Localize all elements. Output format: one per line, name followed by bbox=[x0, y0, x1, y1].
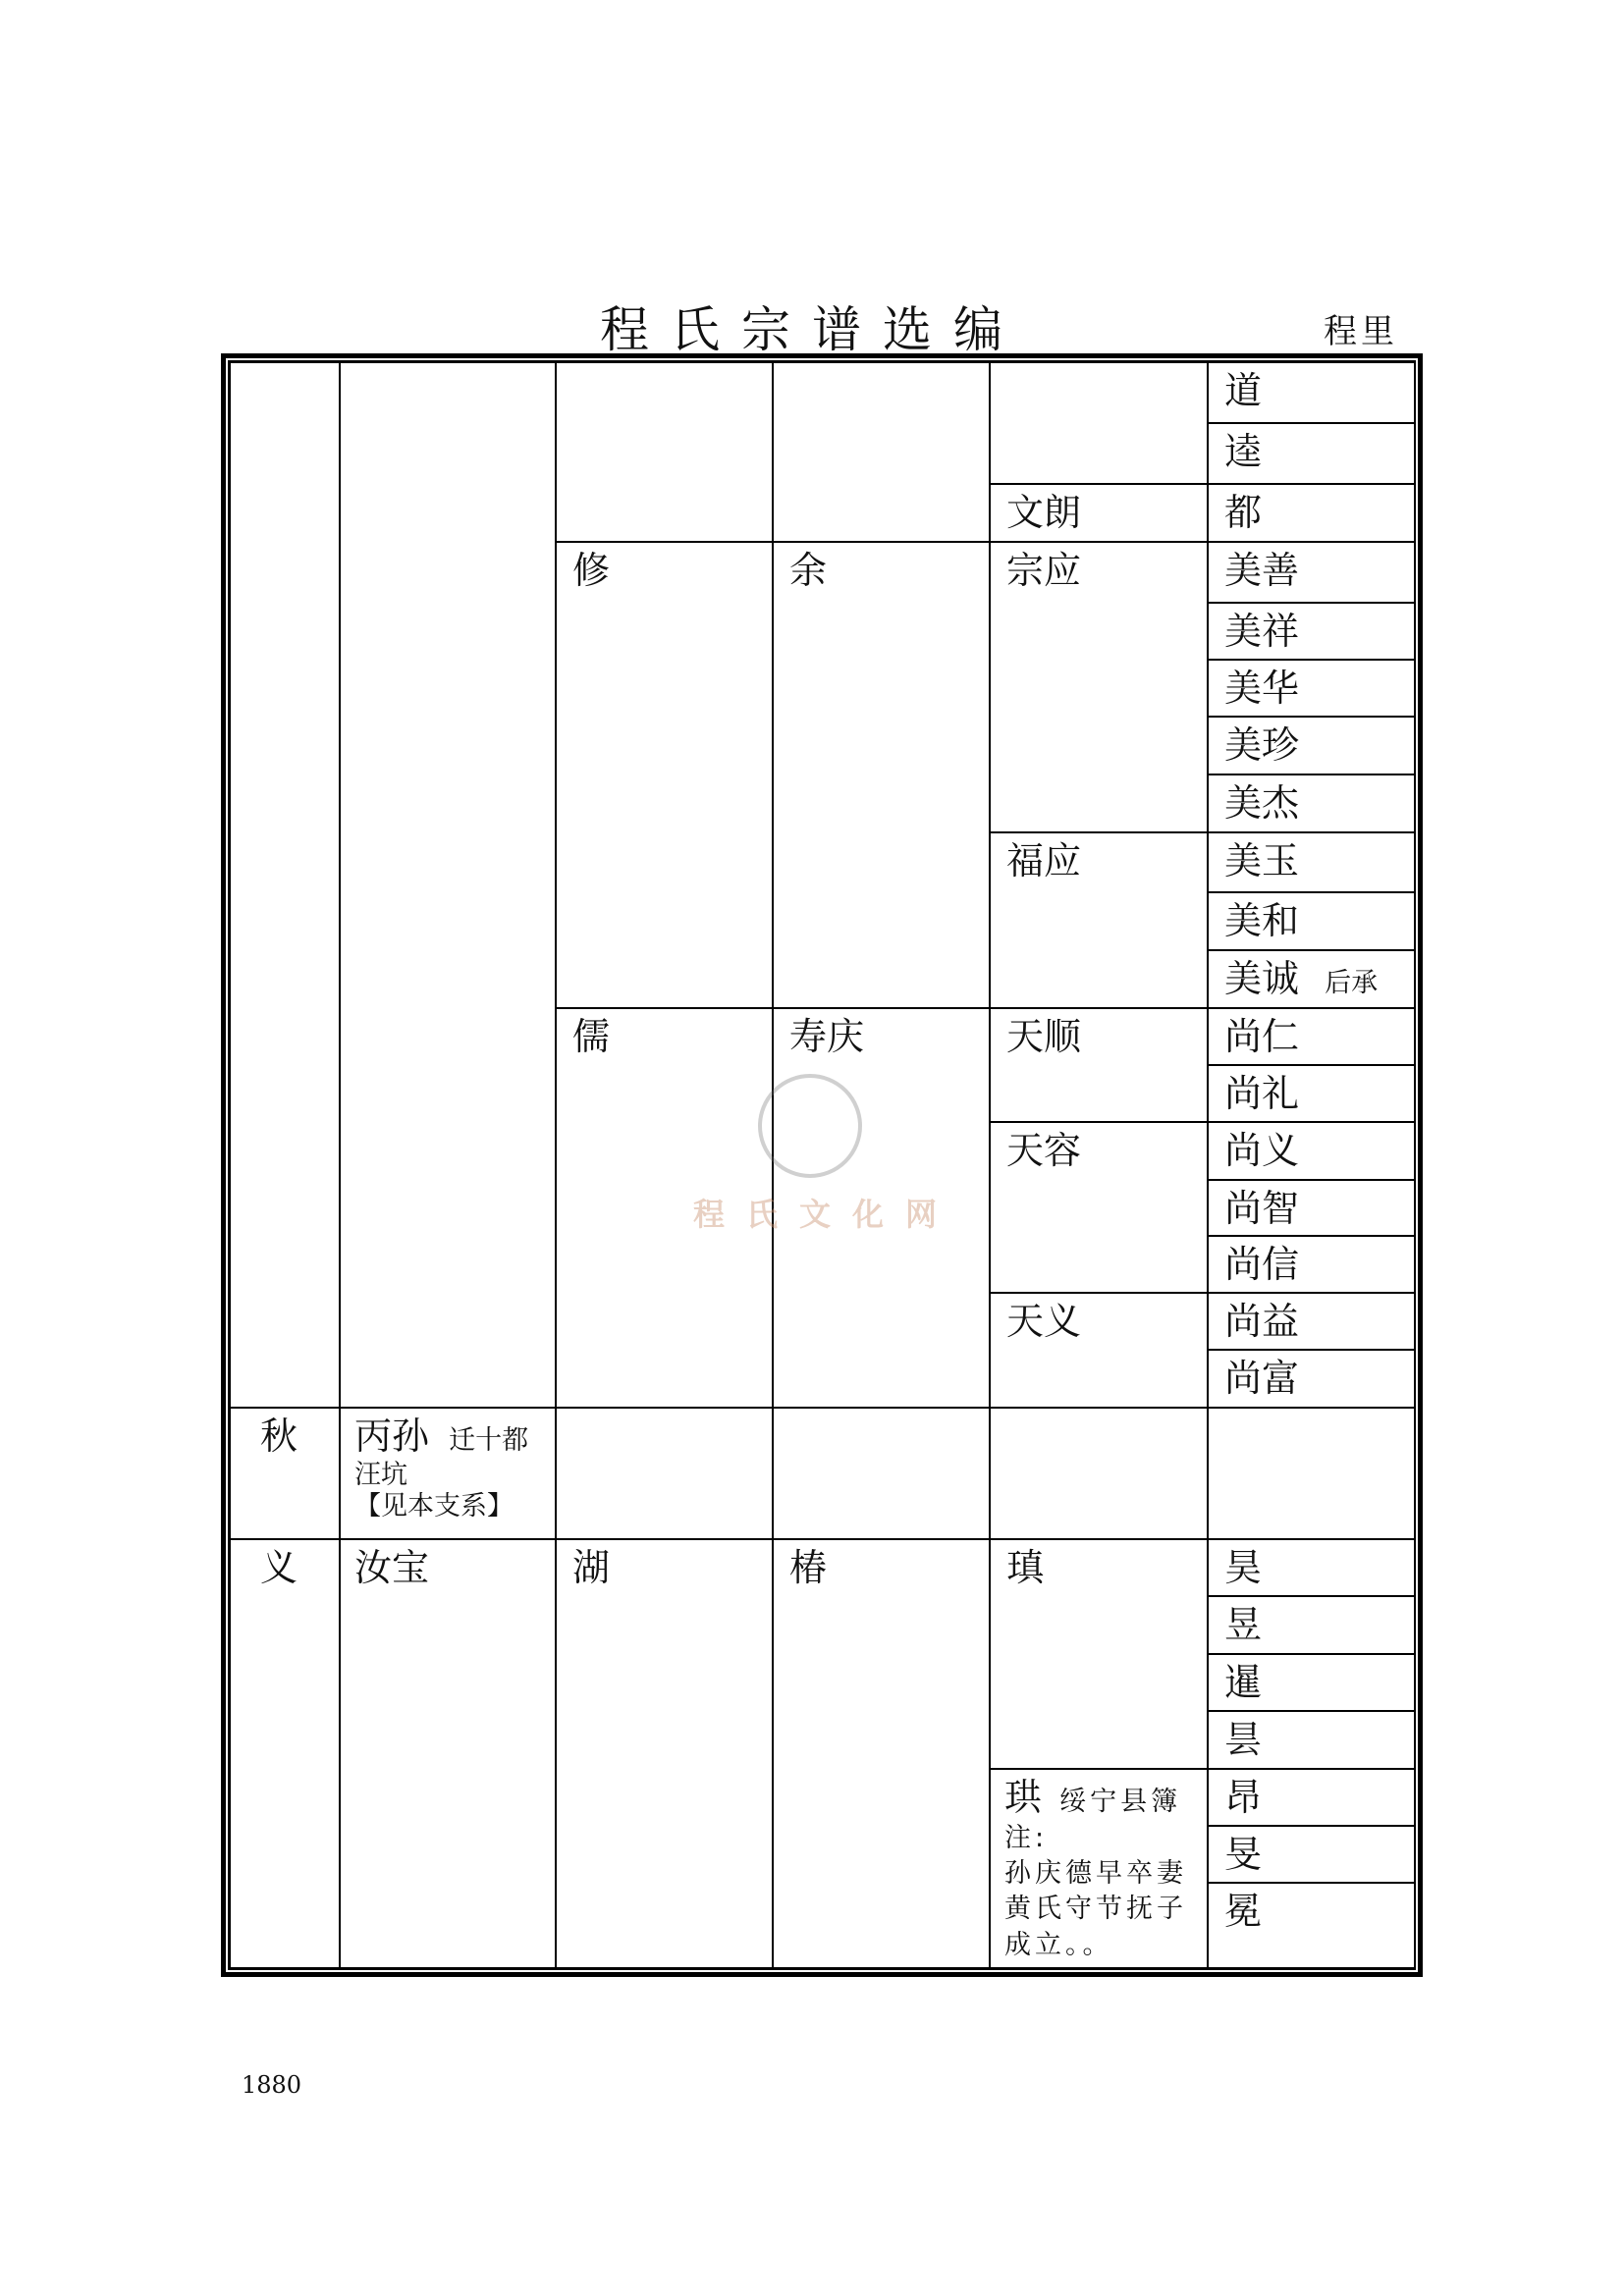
genealogy-name: 美诚 bbox=[1224, 957, 1300, 1000]
genealogy-cell: 昂 bbox=[1208, 1769, 1415, 1826]
genealogy-cell: 儒 bbox=[556, 1008, 773, 1408]
genealogy-cell: 尚富 bbox=[1208, 1350, 1415, 1408]
genealogy-cell: 椿 bbox=[773, 1539, 990, 1968]
genealogy-cell: 义 bbox=[230, 1539, 340, 1968]
watermark-text: 程氏文化网 bbox=[693, 1196, 959, 1233]
genealogy-cell: 尚义 bbox=[1208, 1122, 1415, 1180]
genealogy-cell bbox=[990, 1769, 1208, 1968]
genealogy-cell bbox=[990, 362, 1208, 484]
genealogy-cell: 美玉 bbox=[1208, 832, 1415, 892]
genealogy-cell: 美祥 bbox=[1208, 603, 1415, 660]
genealogy-cell: 逵 bbox=[1208, 423, 1415, 484]
genealogy-cell: 余 bbox=[773, 542, 990, 1008]
genealogy-cell: 美珍 bbox=[1208, 717, 1415, 774]
genealogy-note: 成立。。 bbox=[1004, 1929, 1113, 1960]
genealogy-cell: 美和 bbox=[1208, 892, 1415, 950]
genealogy-name: 丙孙 bbox=[354, 1415, 430, 1458]
genealogy-cell: 道 bbox=[1208, 362, 1415, 423]
page-number: 1880 bbox=[242, 2071, 302, 2099]
genealogy-cell: 尚仁 bbox=[1208, 1008, 1415, 1065]
page-title: 程氏宗谱选编 bbox=[600, 301, 1024, 358]
genealogy-cell: 瑱 bbox=[990, 1539, 1208, 1769]
genealogy-cell: 美善 bbox=[1208, 542, 1415, 603]
genealogy-cell bbox=[773, 362, 990, 542]
genealogy-cell: 秋 bbox=[230, 1408, 340, 1539]
genealogy-cell: 修 bbox=[556, 542, 773, 1008]
genealogy-cell: 天义 bbox=[990, 1293, 1208, 1408]
genealogy-cell bbox=[340, 362, 556, 1408]
genealogy-cell: 美杰 bbox=[1208, 774, 1415, 832]
genealogy-note: 迁十都 bbox=[449, 1425, 529, 1456]
genealogy-cell: 旻 bbox=[1208, 1826, 1415, 1883]
genealogy-cell: 美华 bbox=[1208, 660, 1415, 717]
genealogy-cell: 尚智 bbox=[1208, 1180, 1415, 1236]
genealogy-cell bbox=[556, 1408, 773, 1539]
genealogy-cell: 昊 bbox=[1208, 1539, 1415, 1596]
genealogy-note: 黄氏守节抚子 bbox=[1004, 1894, 1187, 1925]
genealogy-cell bbox=[990, 1408, 1208, 1539]
genealogy-cell: 天顺 bbox=[990, 1008, 1208, 1122]
genealogy-note: 绥宁县簿 bbox=[1059, 1787, 1182, 1817]
genealogy-cell: 暹 bbox=[1208, 1654, 1415, 1711]
genealogy-cell: 宗应 bbox=[990, 542, 1208, 832]
genealogy-cell bbox=[1208, 950, 1415, 1008]
genealogy-cell: 昙 bbox=[1208, 1711, 1415, 1769]
genealogy-note: 孙庆德早卒妻 bbox=[1004, 1858, 1187, 1890]
genealogy-note: 汪坑 bbox=[354, 1459, 407, 1490]
page-subtitle: 程里 bbox=[1324, 312, 1398, 351]
genealogy-note: 后承 bbox=[1325, 968, 1379, 998]
genealogy-cell: 福应 bbox=[990, 832, 1208, 1008]
genealogy-cell: 都 bbox=[1208, 484, 1415, 542]
genealogy-cell bbox=[340, 1408, 556, 1539]
genealogy-cell: 昱 bbox=[1208, 1596, 1415, 1654]
genealogy-cell: 汝宝 bbox=[340, 1539, 556, 1968]
genealogy-cell: 尚益 bbox=[1208, 1293, 1415, 1350]
genealogy-cell bbox=[1208, 1408, 1415, 1539]
genealogy-cell: 冕 bbox=[1208, 1883, 1415, 1968]
genealogy-note: 【见本支系】 bbox=[354, 1490, 514, 1522]
genealogy-cell: 尚礼 bbox=[1208, 1065, 1415, 1122]
genealogy-cell: 湖 bbox=[556, 1539, 773, 1968]
genealogy-cell: 尚信 bbox=[1208, 1236, 1415, 1293]
genealogy-cell bbox=[556, 362, 773, 542]
genealogy-cell: 寿庆 bbox=[773, 1008, 990, 1408]
genealogy-cell bbox=[773, 1408, 990, 1539]
genealogy-cell: 天容 bbox=[990, 1122, 1208, 1293]
genealogy-note: 注: bbox=[1004, 1822, 1049, 1853]
genealogy-cell: 文朗 bbox=[990, 484, 1208, 542]
genealogy-name: 珙 bbox=[1004, 1776, 1043, 1819]
genealogy-cell bbox=[230, 362, 340, 1408]
watermark-seal-icon bbox=[758, 1074, 862, 1178]
